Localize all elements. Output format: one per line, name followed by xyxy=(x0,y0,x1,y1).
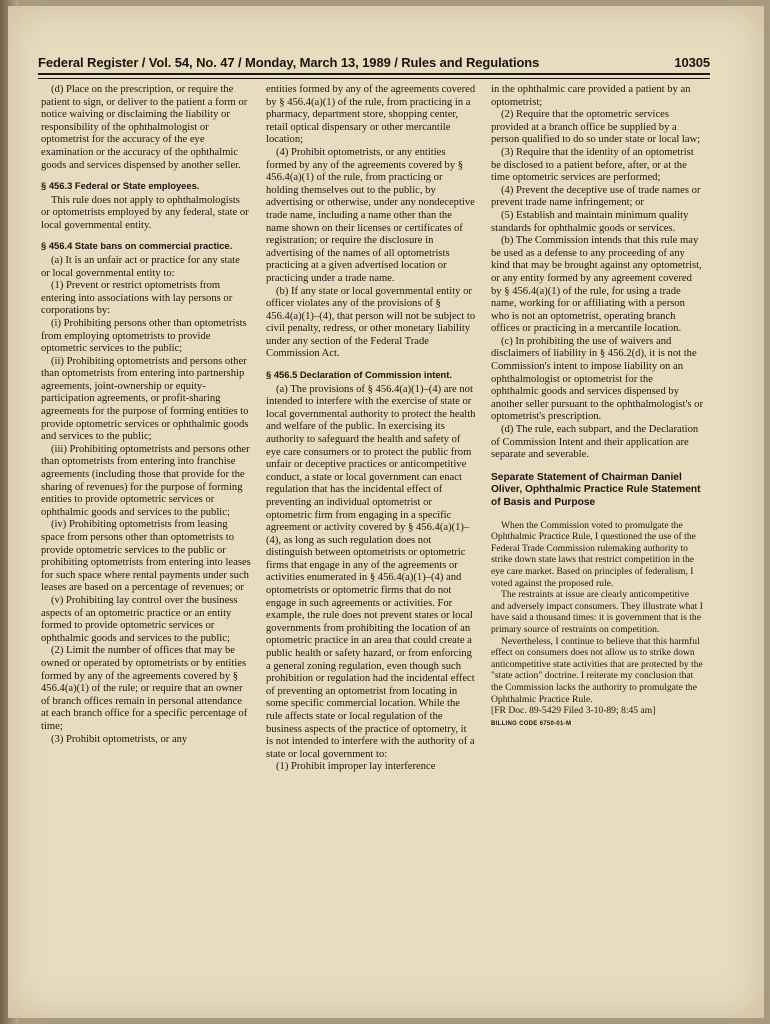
paragraph: (4) Prevent the deceptive use of trade names or prevent trade name infringement; or xyxy=(491,184,701,209)
paragraph: (b) The Commission intends that this rule may be used as a defense to any proceeding of any kind that may be brought against any optometrist, or any entity formed by any agreement covered by § 456.4(a)(1) of the rule, for using a trade name, working for or affiliating with a person who is not an optometrist, operating branch offices or practicing in a mercantile location. xyxy=(491,235,702,335)
paragraph: (2) Limit the number of offices that may be owned or operated by optometrists or by entities formed by any of the agreements covered by § 456.4(a)(1) of the rule; or require that an owner of branch offices remain in personal attendance at each branch office for a specific percentage of time; xyxy=(41,645,248,732)
page-header xyxy=(38,55,710,70)
paragraph: (iv) Prohibiting optometrists from leasing space from persons other than optometrists to provide optometric services to the public or prohibiting optometrists from entering into leases for such space where rental payments under such leases are based on a percentage of revenues; or xyxy=(41,519,251,594)
paragraph: When the Commission voted to promulgate the Ophthalmic Practice Rule, I questioned the use of the Federal Trade Commission rulemaking authority to strike down state laws that restrict competition in the eye care market. Based on principles of federalism, I voted against the proposed rule. xyxy=(491,519,696,589)
fr-doc-line: [FR Doc. 89-5429 Filed 3-10-89; 8:45 am] xyxy=(491,705,656,717)
paragraph: (4) Prohibit optometrists, or any entities formed by any of the agreements covered by § 456.4(a)(1) of the rule, from practicing or holding themselves out to the public, by advertising or otherwise, under any nondeceptive trade name, including a name other than the name shown on their licenses or certificates of registration; or require the disclosure in advertising of the names of all optometrists practicing at a given advertised location or practicing under a trade name. xyxy=(266,146,475,284)
paragraph: in the ophthalmic care provided a patient by an optometrist; xyxy=(491,84,691,108)
paragraph: (v) Prohibiting lay control over the business aspects of an optometric practice or an entity formed to provide optometric services or ophthalmic goods and services to the public; xyxy=(41,594,238,644)
paragraph: (d) Place on the prescription, or require the patient to sign, or deliver to the patient a form or notice waiving or disclaiming the liability or responsibility of the ophthalmologist or optometrist for the accuracy of the eye examination or the accuracy of the ophthalmic goods and services dispensed by another seller. xyxy=(41,84,248,171)
paragraph: (5) Establish and maintain minimum quality standards for ophthalmic goods or services. xyxy=(491,209,689,234)
paragraph: (b) If any state or local governmental entity or officer violates any of the provisions of § 456.4(a)(1)–(4), that person will not be subject to civil penalty, redress, or other monetary liability under any section of the Federal Trade Commission Act. xyxy=(266,285,476,360)
header-rule xyxy=(38,73,710,79)
billing-code: BILLING CODE 6750-01-M xyxy=(491,720,572,727)
column-2 xyxy=(266,84,476,774)
column-3 xyxy=(491,84,703,730)
paragraph: (1) Prevent or restrict optometrists from entering into associations with lay persons or corporations by: xyxy=(41,280,233,317)
paragraph: (2) Require that the optometric services provided at a branch office be supplied by a person qualified to do so under state or local law; xyxy=(491,109,701,146)
paragraph: (d) The rule, each subpart, and the Declaration of Commission Intent and their application are separate and severable. xyxy=(491,424,699,461)
paragraph: (i) Prohibiting persons other than optometrists from employing optometrists to provide optometric services to the public; xyxy=(41,317,247,355)
section-heading-456-4: § 456.4 State bans on commercial practice. xyxy=(41,240,233,252)
paragraph: (3) Prohibit optometrists, or any xyxy=(51,733,188,745)
paragraph: (ii) Prohibiting optometrists and persons other than optometrists from entering into partnership agreements, joint-ownership or equity-participation agreements, or profit-sharing agreements for the purpose of forming entities to provide optometric services or ophthalmic goods and services to the public; xyxy=(41,355,249,443)
paragraph: This rule does not apply to ophthalmologists or optometrists employed by any federal, state or local governmental entity. xyxy=(41,194,249,231)
separate-statement xyxy=(491,520,703,731)
paragraph: (a) The provisions of § 456.4(a)(1)–(4) are not intended to interfere with the exercise of state or local governmental authority to protect the health and welfare of the public. In exercising its authority to safeguard the health and safety of eye care consumers or to protect the public from unfair or deceptive practices or anticompetitive conduct, a state or local government can enact regulation that has the incidental effect of preventing an individual optometrist or optometric firm from engaging in a specific agreement or activity covered by § 456.4(a)(1)–(4), as long as such regulation does not distinguish between optometrists or optometric firms that engage in any of the agreements or activities enumerated in § 456.4(a)(1)–(4) and optometrists or optometric firms that do not engage in such agreements or activities. For example, the rule does not prevent states or local governments from prohibiting the location of an optometric practice in an area that could create a public health or safety hazard, or from enforcing a general zoning regulation, even though such prohibition or regulation had the incidental effect of preventing an optometrist from locating in some specific commercial location. While the rule affects state or local regulation of the business aspects of the practice of optometry, it is not intended to interfere with the authority of a state or local government to: xyxy=(266,383,476,760)
section-heading-456-3: § 456.3 Federal or State employees. xyxy=(41,180,200,192)
paragraph: (3) Require that the identity of an optometrist be disclosed to a patient before, after, or at the time optometric services are performed; xyxy=(491,146,694,184)
column-1 xyxy=(41,84,251,746)
paragraph: entities formed by any of the agreements covered by § 456.4(a)(1) of the rule, from practicing in a pharmacy, department store, shopping center, retail optical dispensary or other mercantile location; xyxy=(266,84,476,146)
paragraph: (c) In prohibiting the use of waivers and disclaimers of liability in § 456.2(d), it is not the Commission's intent to impose liability on an ophthalmologist or optometrist for the ophthalmic goods and services dispensed by another seller pursuant to the ophthalmologist's or optometrist's prescription. xyxy=(491,335,703,423)
paragraph: (1) Prohibit improper lay interference xyxy=(276,761,436,773)
paragraph: Nevertheless, I continue to believe that this harmful effect on consumers does not allow us to strike down anticompetitive state activities that are protected by the "state action" doctrine. I reiterate my conclusion that the Commission lacks the authority to promulgate the Ophthalmic Practice Rule. xyxy=(491,635,703,705)
section-heading-456-5: § 456.5 Declaration of Commission intent. xyxy=(266,369,452,381)
paragraph: (a) It is an unfair act or practice for any state or local governmental entity to: xyxy=(41,254,240,279)
page-number: 10305 xyxy=(674,55,710,70)
running-head: Federal Register / Vol. 54, No. 47 / Monday, March 13, 1989 / Rules and Regulations xyxy=(38,55,540,70)
paragraph: The restraints at issue are clearly anticompetitive and adversely impact consumers. They illustrate what I have said a thousand times: it is government that is the primary source of restraints on competition. xyxy=(491,589,703,635)
separate-statement-heading: Separate Statement of Chairman Daniel Oliver, Ophthalmic Practice Rule Statement of Basis and Purpose xyxy=(491,471,701,508)
paragraph: (iii) Prohibiting optometrists and persons other than optometrists from entering into franchise agreements (including those that provide for the sharing of revenues) for the purpose of forming entities to provide optometric services or ophthalmic goods and services to the public; xyxy=(41,443,250,518)
